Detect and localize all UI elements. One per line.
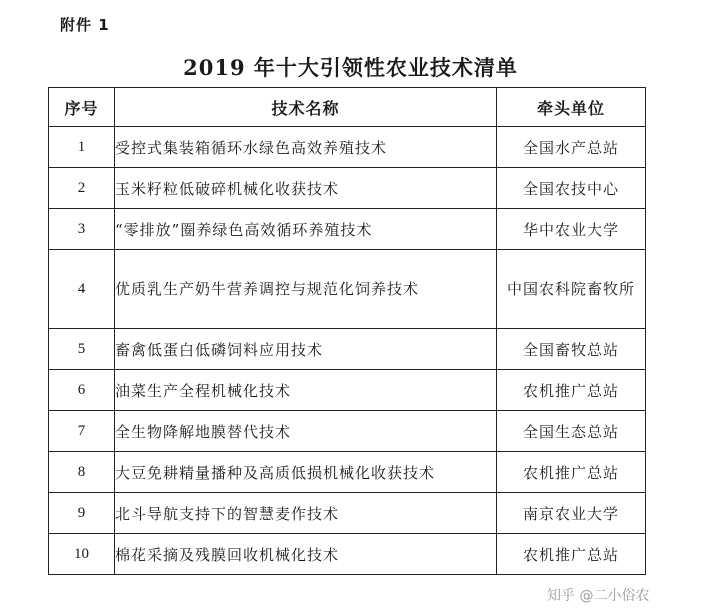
table-row	[49, 209, 646, 250]
row-org: 华中农业大学	[497, 209, 646, 250]
table-row	[49, 452, 646, 493]
technology-table	[48, 87, 646, 575]
row-org: 农机推广总站	[497, 370, 646, 411]
row-org: 中国农科院畜牧所	[497, 250, 646, 329]
row-name: 优质乳生产奶牛营养调控与规范化饲养技术	[115, 250, 497, 329]
watermark-text: 知乎 @二小俗农	[547, 588, 650, 604]
page-title: 2019 年十大引领性农业技术清单	[183, 55, 518, 80]
row-no: 2	[49, 168, 115, 209]
row-name: “零排放”圈养绿色高效循环养殖技术	[115, 209, 497, 250]
table-header-row	[49, 88, 646, 127]
row-name: 全生物降解地膜替代技术	[115, 411, 497, 452]
row-no: 3	[49, 209, 115, 250]
table-row	[49, 411, 646, 452]
row-name: 棉花采摘及残膜回收机械化技术	[115, 534, 497, 575]
row-no: 9	[49, 493, 115, 534]
table-row	[49, 250, 646, 329]
row-org: 全国生态总站	[497, 411, 646, 452]
table-row	[49, 370, 646, 411]
row-name: 油菜生产全程机械化技术	[115, 370, 497, 411]
row-name: 受控式集装箱循环水绿色高效养殖技术	[115, 127, 497, 168]
row-no: 6	[49, 370, 115, 411]
table-row	[49, 493, 646, 534]
header-org: 牵头单位	[497, 88, 646, 127]
row-no: 8	[49, 452, 115, 493]
header-no: 序号	[49, 88, 115, 127]
row-no: 5	[49, 329, 115, 370]
row-no: 1	[49, 127, 115, 168]
row-name: 北斗导航支持下的智慧麦作技术	[115, 493, 497, 534]
attachment-label: 附件 1	[60, 16, 110, 34]
row-org: 全国农技中心	[497, 168, 646, 209]
table-row	[49, 534, 646, 575]
table-row	[49, 127, 646, 168]
row-org: 农机推广总站	[497, 452, 646, 493]
row-org: 农机推广总站	[497, 534, 646, 575]
row-name: 玉米籽粒低破碎机械化收获技术	[115, 168, 497, 209]
row-name: 畜禽低蛋白低磷饲料应用技术	[115, 329, 497, 370]
table-row	[49, 168, 646, 209]
table-row	[49, 329, 646, 370]
row-no: 7	[49, 411, 115, 452]
row-org: 全国水产总站	[497, 127, 646, 168]
row-name: 大豆免耕精量播种及高质低损机械化收获技术	[115, 452, 497, 493]
row-no: 4	[49, 250, 115, 329]
header-name: 技术名称	[115, 88, 497, 127]
row-no: 10	[49, 534, 115, 575]
row-org: 南京农业大学	[497, 493, 646, 534]
row-org: 全国畜牧总站	[497, 329, 646, 370]
